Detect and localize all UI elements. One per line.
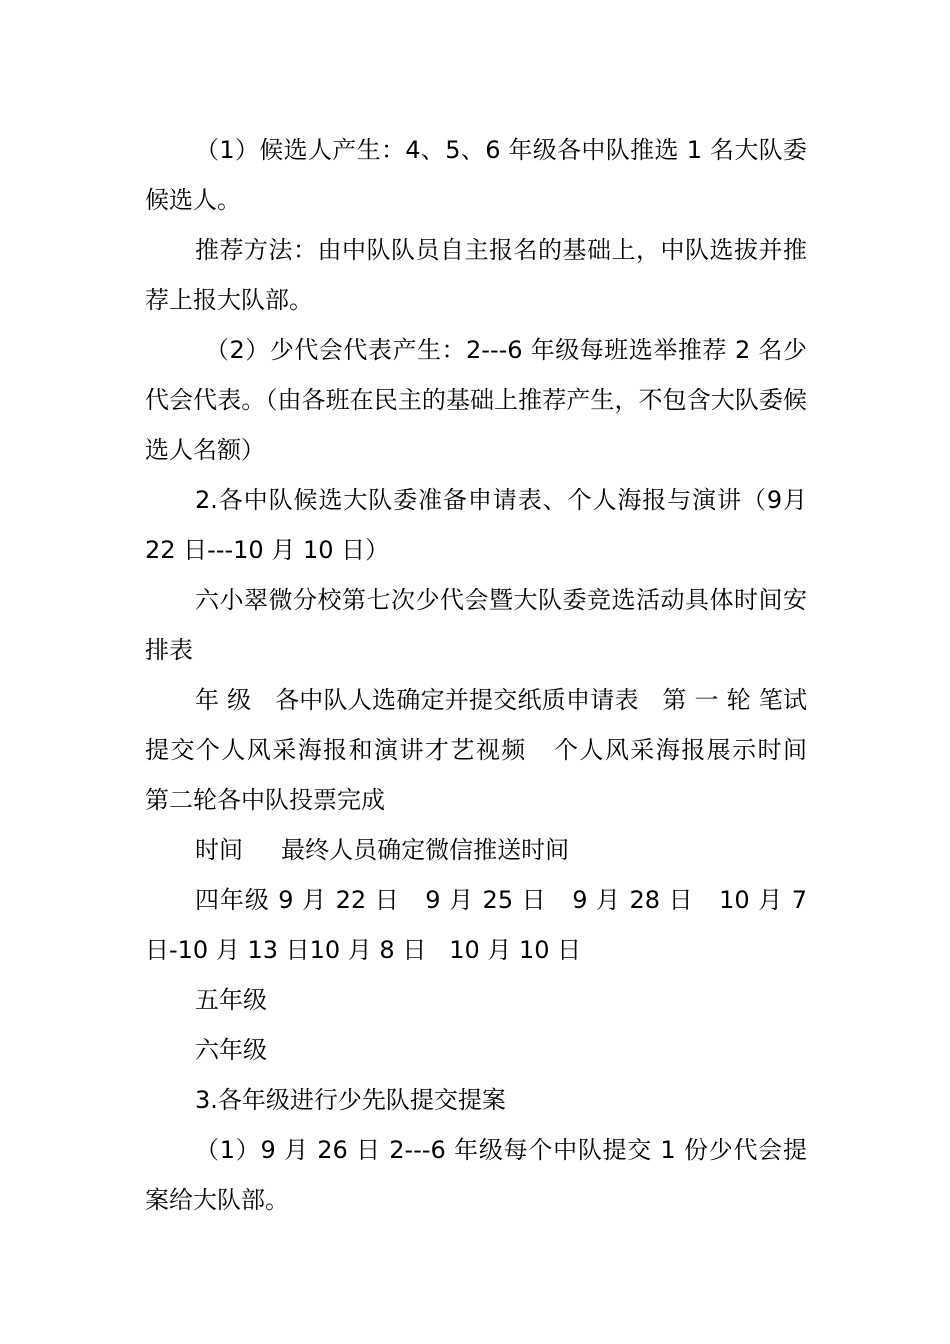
paragraph-grade-four-schedule: 四年级 9 月 22 日 9 月 25 日 9 月 28 日 10 月 7 日-10 月 13 日10 月 8 日 10 月 10 日 bbox=[145, 886, 815, 964]
paragraph-schedule-header-time: 时间 最终人员确定微信推送时间 bbox=[195, 836, 570, 864]
paragraph-application-preparation: 2.各中队候选大队委准备申请表、个人海报与演讲（9月 22 日---10 月 10 日） bbox=[145, 486, 815, 564]
paragraph-recommendation-method: 推荐方法：由中队队员自主报名的基础上，中队选拔并推荐上报大队部。 bbox=[145, 236, 807, 314]
paragraph-proposal-date: （1）9 月 26 日 2---6 年级每个中队提交 1 份少代会提案给大队部。 bbox=[145, 1136, 807, 1214]
paragraph-grade-five: 五年级 bbox=[195, 986, 267, 1014]
paragraph-schedule-title: 六小翠微分校第七次少代会暨大队委竞选活动具体时间安排表 bbox=[145, 586, 807, 664]
paragraph-grade-six: 六年级 bbox=[195, 1036, 267, 1064]
paragraph-proposal-submission: 3.各年级进行少先队提交提案 bbox=[195, 1086, 506, 1114]
paragraph-candidate-generation: （1）候选人产生：4、5、6 年级各中队推选 1 名大队委候选人。 bbox=[145, 136, 807, 214]
document-body bbox=[145, 125, 823, 1225]
paragraph-representative-generation: （2）少代会代表产生：2---6 年级每班选举推荐 2 名少代会代表。（由各班在民主的基础上推荐产生，不包含大队委候选人名额） bbox=[145, 336, 807, 464]
paragraph-schedule-header: 年 级 各中队人选确定并提交纸质申请表 第 一 轮 笔试 提交个人风采海报和演讲才艺视频 个人风采海报展示时间 第二轮各中队投票完成 bbox=[145, 686, 823, 814]
